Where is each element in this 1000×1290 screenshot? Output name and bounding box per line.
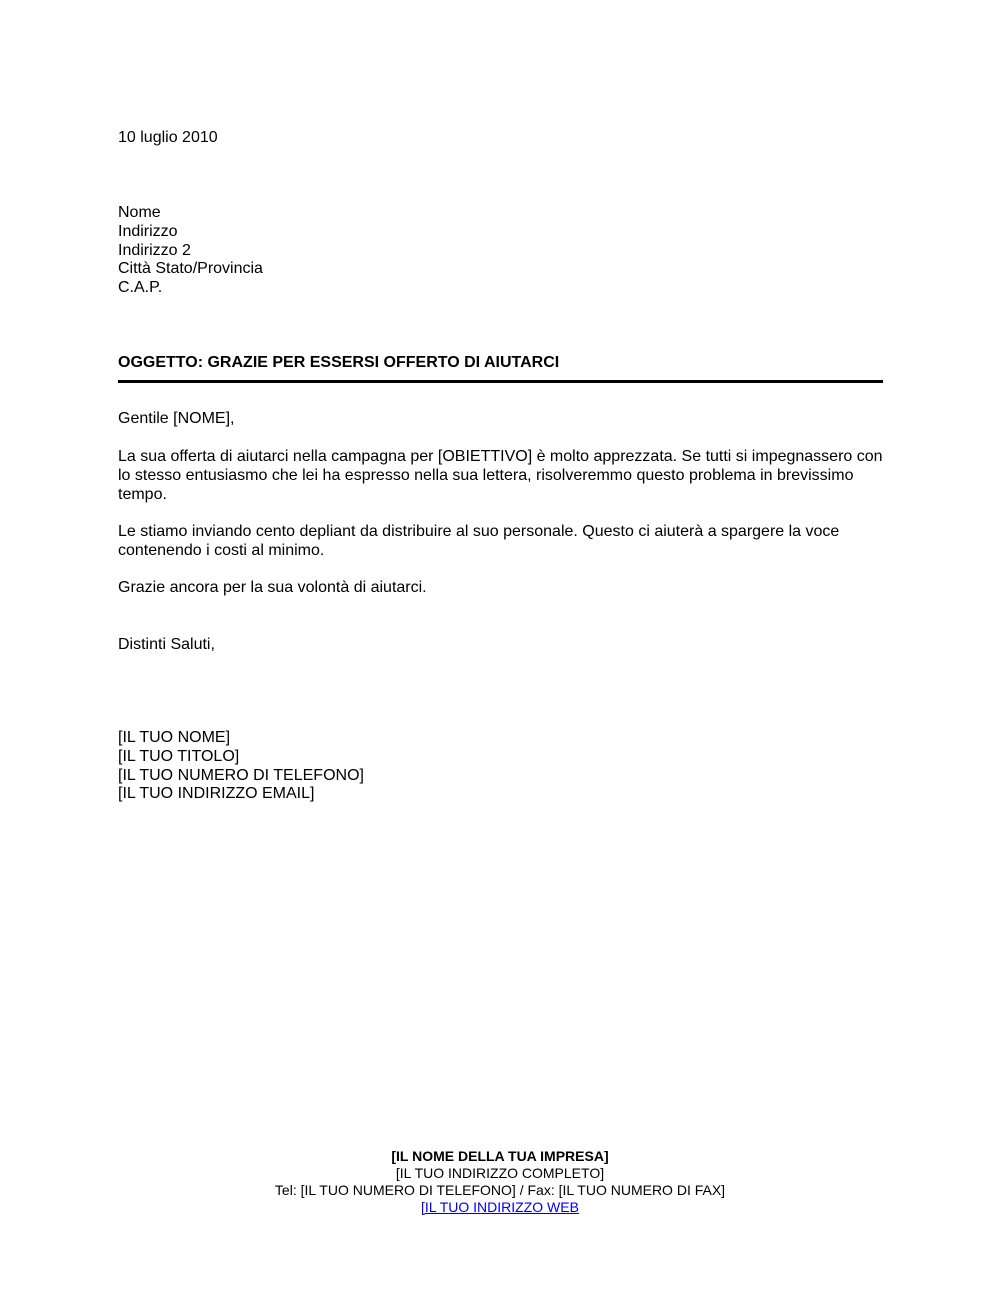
- salutation: [118, 410, 883, 429]
- letter-date: [118, 129, 883, 148]
- recipient-address-line-2: Indirizzo 2: [118, 241, 191, 259]
- paragraph-text: Le stiamo inviando cento depliant da distribuire al suo personale. Questo ci aiuterà a spargere la voce contenendo i costi al minimo.: [118, 523, 840, 559]
- footer-company: [IL NOME DELLA TUA IMPRESA]: [391, 1148, 609, 1164]
- recipient-postal-code: C.A.P.: [118, 279, 163, 297]
- salutation-text: Gentile [NOME],: [118, 410, 235, 427]
- paragraph-text: Grazie ancora per la sua volontà di aiutarci.: [118, 579, 427, 596]
- signature-block: [118, 729, 883, 804]
- footer-contact: Tel: [IL TUO NUMERO DI TELEFONO] / Fax: [IL TUO NUMERO DI FAX]: [274, 1182, 726, 1198]
- closing: [118, 636, 883, 655]
- footer-web-link[interactable]: [IL TUO INDIRIZZO WEB: [421, 1199, 579, 1215]
- signature-name: [IL TUO NOME]: [118, 729, 231, 746]
- subject-line: [118, 354, 883, 373]
- paragraph-text: La sua offerta di aiutarci nella campagna per [OBIETTIVO] è molto apprezzata. Se tutti si impegnassero con lo stesso entusiasmo che lei ha espresso nella sua lettera, risolveremmo questo problema in brevissimo tempo.: [118, 448, 883, 503]
- body-paragraph-2: [118, 523, 883, 561]
- closing-text: Distinti Saluti,: [118, 636, 215, 653]
- recipient-address: [118, 204, 883, 298]
- body-paragraph-3: [118, 579, 883, 598]
- signature-email: [IL TUO INDIRIZZO EMAIL]: [118, 785, 315, 803]
- body-paragraph-1: [118, 448, 883, 504]
- signature-title: [IL TUO TITOLO]: [118, 747, 240, 765]
- recipient-address-line-1: Indirizzo: [118, 222, 178, 240]
- footer-address: [IL TUO INDIRIZZO COMPLETO]: [395, 1165, 605, 1181]
- recipient-name: Nome: [118, 204, 161, 221]
- date-text: 10 luglio 2010: [118, 129, 218, 146]
- signature-phone: [IL TUO NUMERO DI TELEFONO]: [118, 766, 364, 784]
- recipient-city-state: Città Stato/Provincia: [118, 260, 263, 278]
- footer-web-wrapper: [0, 1199, 1000, 1216]
- subject-text: OGGETTO: GRAZIE PER ESSERSI OFFERTO DI AIUTARCI: [118, 354, 560, 371]
- subject-divider: [118, 380, 883, 383]
- letter-footer: [0, 1148, 1000, 1216]
